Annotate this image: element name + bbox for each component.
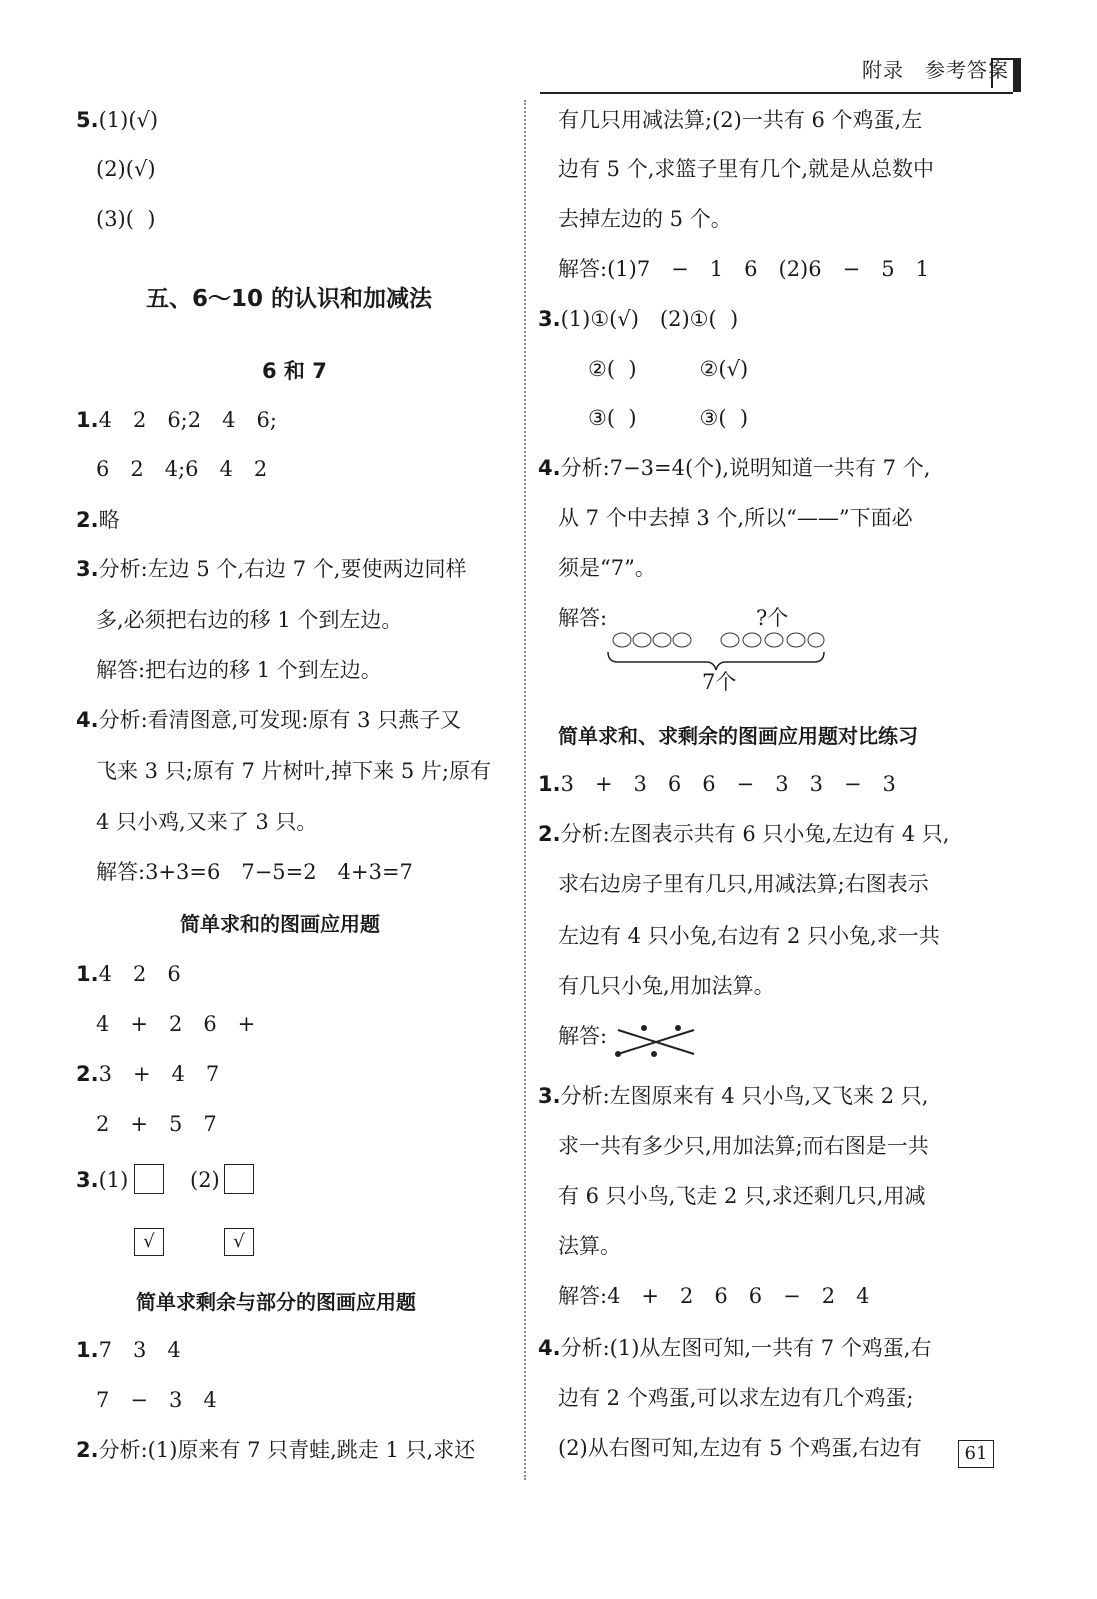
s2q3-line: 3.(1)	[76, 1168, 129, 1192]
r-q4-bottom-label: 7个	[702, 670, 737, 694]
page-header-title: 附录 参考答案	[862, 58, 1009, 82]
r-q3-line1: 3.(1)①(√) (2)①( )	[538, 307, 739, 331]
r-p2-line2: 求右边房子里有几只,用减法算;右图表示	[558, 872, 929, 896]
s1q2: 2.略	[76, 508, 120, 532]
r-cont-line1: 有几只用减法算;(2)一共有 6 个鸡蛋,左	[558, 108, 923, 132]
r-p4-line3: (2)从右图可知,左边有 5 个鸡蛋,右边有	[558, 1436, 922, 1460]
subsection-title-remain: 简单求剩余与部分的图画应用题	[136, 1290, 416, 1314]
r-p2-line4: 有几只小兔,用加法算。	[558, 974, 775, 998]
chick-icons-right	[721, 633, 824, 647]
subsection-title-sum: 简单求和的图画应用题	[180, 912, 380, 936]
s2q2-line2: 2 + 5 7	[96, 1112, 217, 1136]
column-divider	[524, 100, 526, 1480]
q5-line2: (2)(√)	[96, 157, 156, 181]
r-q4-line1: 4.分析:7−3=4(个),说明知道一共有 7 个,	[538, 456, 931, 480]
s3q2-line1: 2.分析:(1)原来有 7 只青蛙,跳走 1 只,求还	[76, 1438, 476, 1462]
header-bar	[1013, 58, 1021, 92]
r-q4-line3: 须是“7”。	[558, 556, 656, 580]
r-p4-line2: 边有 2 个鸡蛋,可以求左边有几个鸡蛋;	[558, 1386, 914, 1410]
r-p3-line4: 法算。	[558, 1234, 621, 1258]
s1q4-line1: 4.分析:看清图意,可发现:原有 3 只燕子又	[76, 708, 462, 732]
header-rule	[540, 92, 1013, 94]
r-p1-line1: 1.3 + 3 6 6 − 3 3 − 3	[538, 772, 896, 796]
r-q3-line2: ②( ) ②(√)	[588, 357, 749, 381]
section-title: 五、6～10 的认识和加减法	[146, 286, 433, 312]
s2q3-box2-top	[224, 1164, 254, 1194]
s3q1-line1: 1.7 3 4	[76, 1338, 181, 1362]
header-decoration	[991, 58, 1013, 88]
s2q1-line2: 4 + 2 6 +	[96, 1012, 256, 1036]
r-p3-line1: 3.分析:左图原来有 4 只小鸟,又飞来 2 只,	[538, 1084, 929, 1108]
q5-line3: (3)( )	[96, 207, 156, 231]
r-q4-top-label: ?个	[756, 606, 789, 630]
r-cont-line4: 解答:(1)7 − 1 6 (2)6 − 5 1	[558, 257, 929, 281]
s1q1-line1: 1.4 2 6;2 4 6;	[76, 408, 277, 432]
r-p3-line5: 解答:4 + 2 6 6 − 2 4	[558, 1284, 870, 1308]
s1q3-line2: 多,必须把右边的移 1 个到左边。	[96, 608, 403, 632]
subsection-title-compare: 简单求和、求剩余的图画应用题对比练习	[558, 724, 918, 748]
q5-line1: 5.(1)(√)	[76, 108, 159, 132]
s2q3-box1-check: √	[134, 1228, 164, 1256]
r-q4-line2: 从 7 个中去掉 3 个,所以“——”下面必	[558, 506, 913, 530]
subsection-title-6-7: 6 和 7	[262, 359, 327, 383]
r-p2-line3: 左边有 4 只小兔,右边有 2 只小兔,求一共	[558, 924, 940, 948]
s2q1-line1: 1.4 2 6	[76, 962, 181, 986]
r-p3-line3: 有 6 只小鸟,飞走 2 只,求还剩几只,用减	[558, 1184, 926, 1208]
s2q3-box2-check: √	[224, 1228, 254, 1256]
s3q1-line2: 7 − 3 4	[96, 1388, 217, 1412]
r-q4-answer-label: 解答:	[558, 606, 608, 630]
s1q4-line2: 飞来 3 只;原有 7 片树叶,掉下来 5 片;原有	[96, 759, 491, 783]
r-p3-line2: 求一共有多少只,用加法算;而右图是一共	[558, 1134, 929, 1158]
s1q1-line2: 6 2 4;6 4 2	[96, 457, 268, 481]
matching-lines-figure	[614, 1024, 698, 1058]
r-cont-line2: 边有 5 个,求篮子里有几个,就是从总数中	[558, 157, 935, 181]
s1q3-line1: 3.分析:左边 5 个,右边 7 个,要使两边同样	[76, 557, 467, 581]
r-p4-line1: 4.分析:(1)从左图可知,一共有 7 个鸡蛋,右	[538, 1336, 932, 1360]
s2q3-box1-top	[134, 1164, 164, 1194]
r-cont-line3: 去掉左边的 5 个。	[558, 207, 732, 231]
chick-icons-left	[613, 633, 691, 647]
s1q3-line3: 解答:把右边的移 1 个到左边。	[96, 658, 382, 682]
r-p2-answer-label: 解答:	[558, 1024, 608, 1048]
s2q3-part2-label: (2)	[190, 1168, 220, 1192]
s1q4-line4: 解答:3+3=6 7−5=2 4+3=7	[96, 860, 413, 884]
s1q4-line3: 4 只小鸡,又来了 3 只。	[96, 810, 318, 834]
s2q2-line1: 2.3 + 4 7	[76, 1062, 220, 1086]
page-number: 61	[958, 1440, 994, 1468]
chicks-brace-figure	[606, 626, 826, 670]
r-p2-line1: 2.分析:左图表示共有 6 只小兔,左边有 4 只,	[538, 822, 950, 846]
r-q3-line3: ③( ) ③( )	[588, 406, 749, 430]
